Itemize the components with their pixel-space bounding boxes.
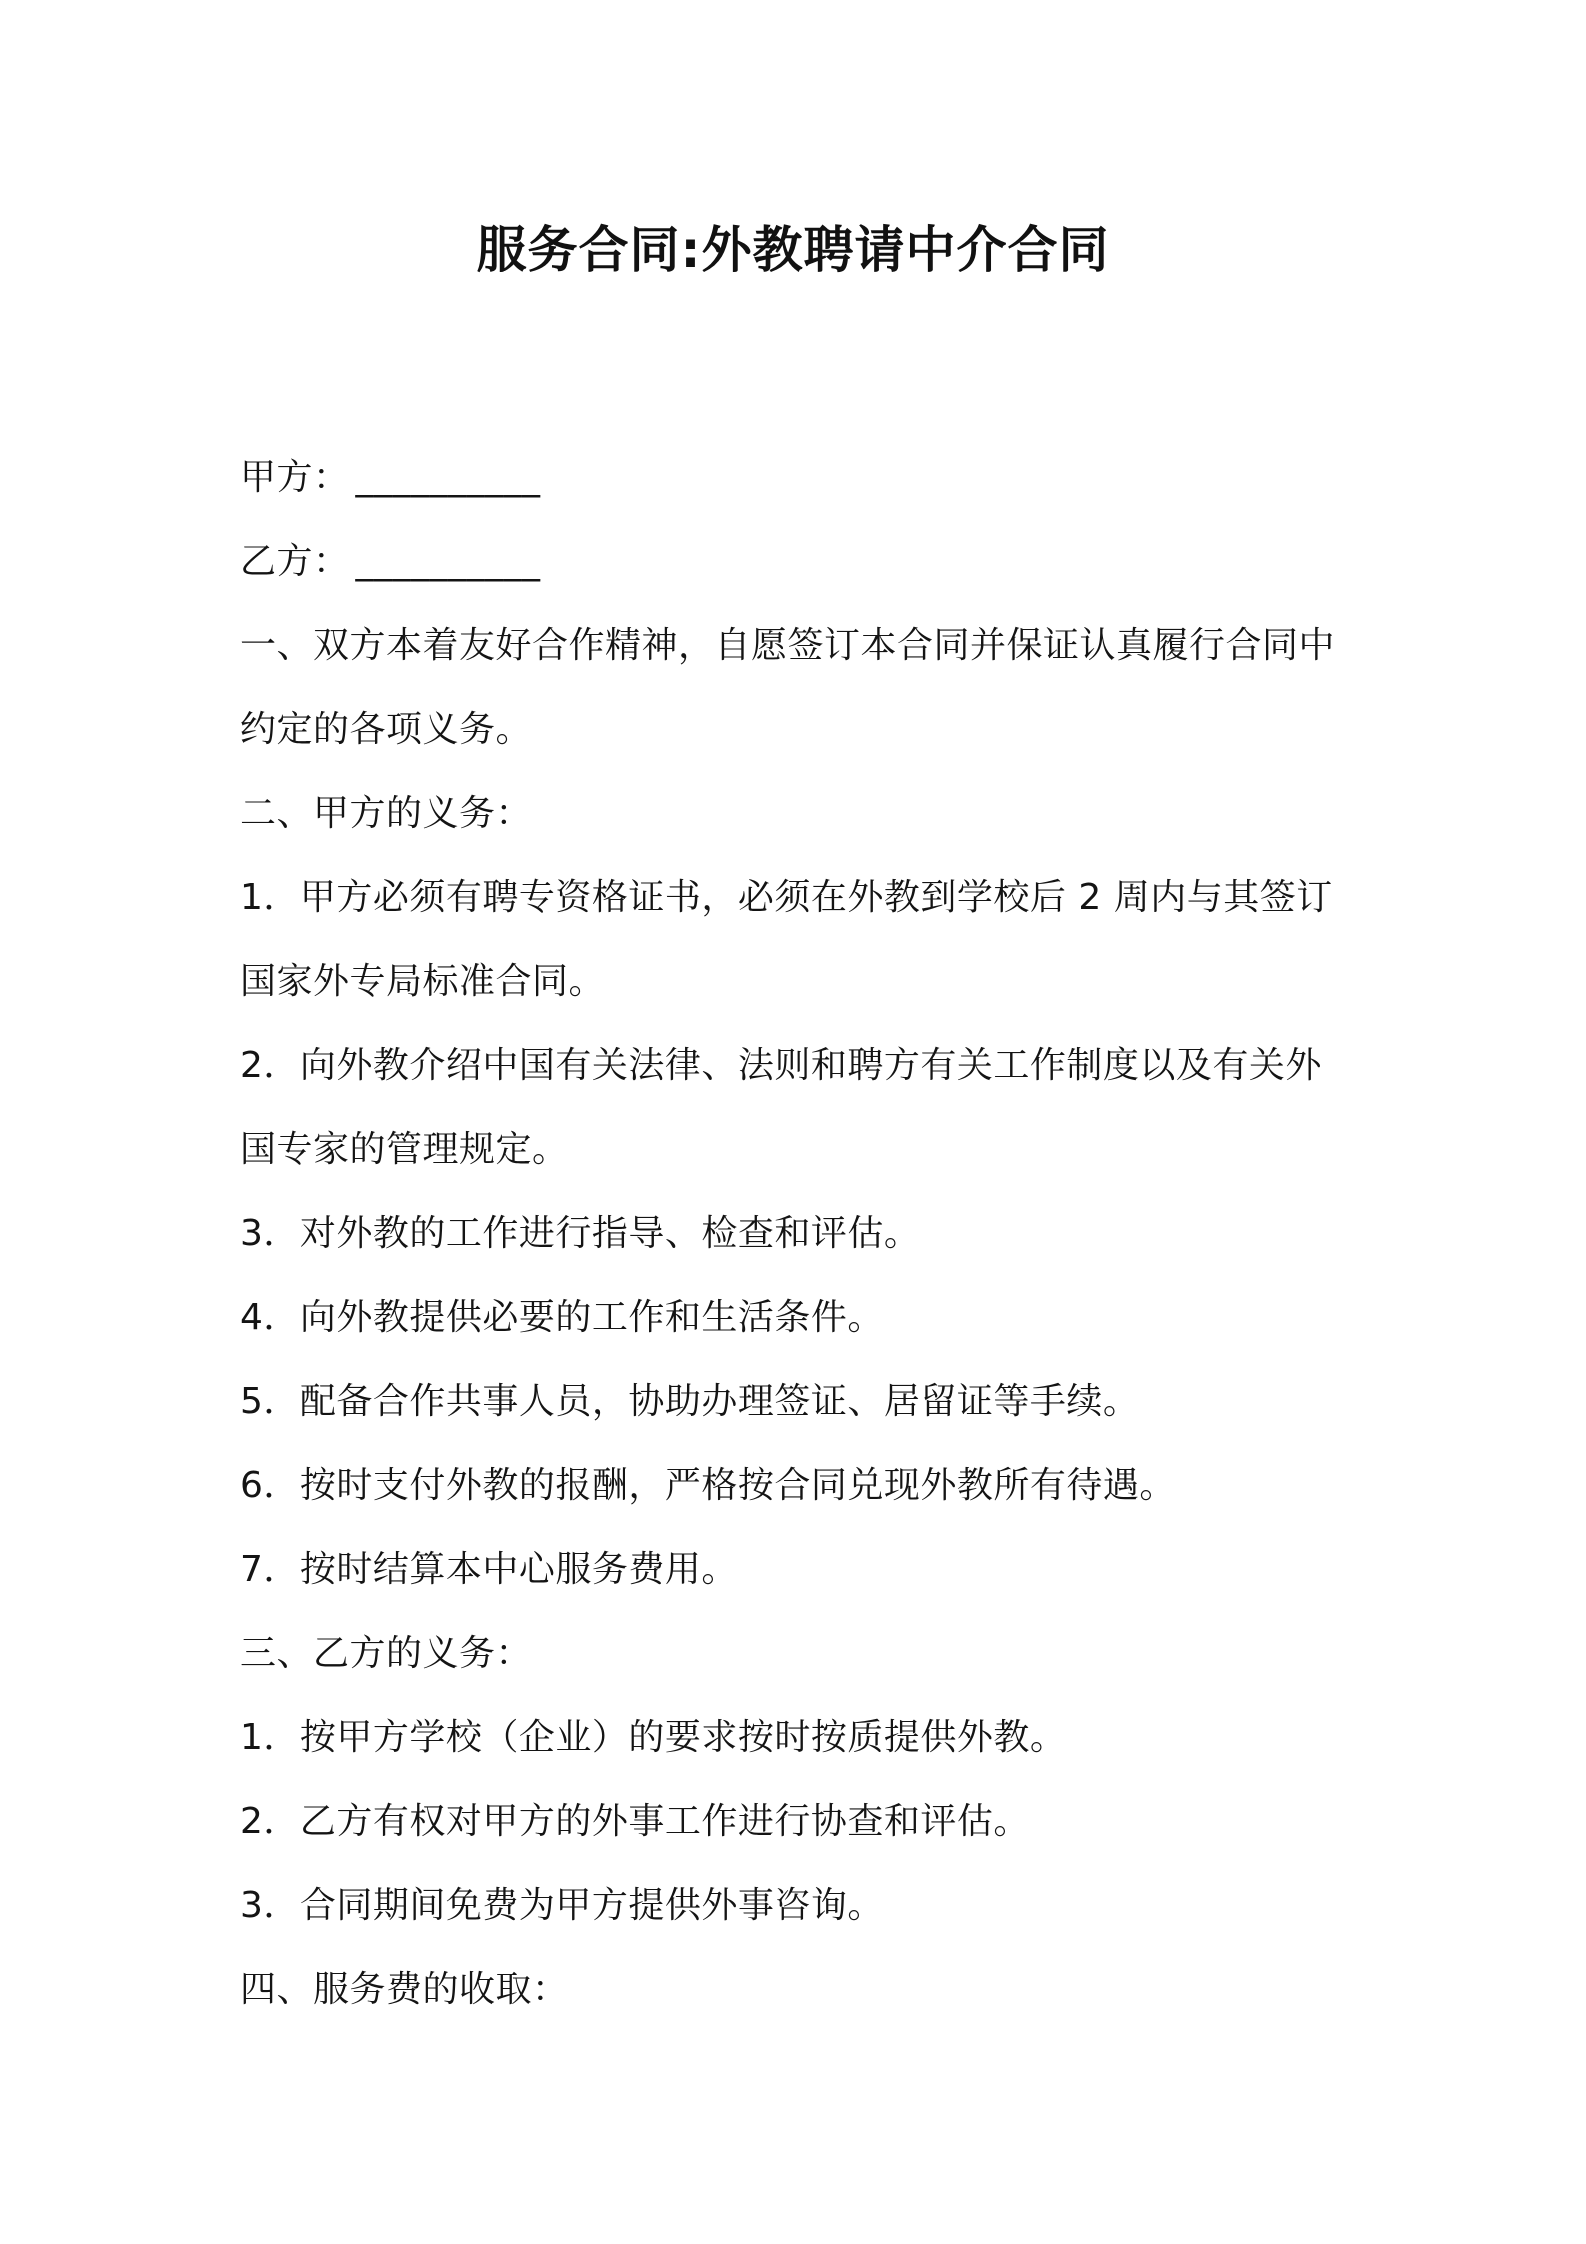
document-title: 服务合同:外教聘请中介合同	[476, 221, 1110, 279]
party-b-blank: __________	[355, 541, 541, 582]
paragraph-line: 国家外专局标准合同。	[240, 961, 606, 1002]
paragraph-line: 一、双方本着友好合作精神，自愿签订本合同并保证认真履行合同中	[240, 625, 1336, 666]
paragraph-line: 2．向外教介绍中国有关法律、法则和聘方有关工作制度以及有关外	[240, 1045, 1322, 1086]
paragraph-line: 约定的各项义务。	[240, 709, 533, 750]
party-a-line	[240, 436, 1400, 520]
paragraph-line: 4．向外教提供必要的工作和生活条件。	[240, 1297, 884, 1338]
paragraph-line: 2．乙方有权对甲方的外事工作进行协查和评估。	[240, 1801, 1030, 1842]
party-a-blank: __________	[355, 457, 541, 498]
section-heading: 四、服务费的收取：	[240, 1969, 569, 2010]
paragraph-line: 1．甲方必须有聘专资格证书，必须在外教到学校后 2 周内与其签订	[240, 877, 1333, 918]
party-b-line	[240, 520, 1400, 604]
paragraph-line: 7．按时结算本中心服务费用。	[240, 1549, 738, 1590]
paragraph-line: 6．按时支付外教的报酬，严格按合同兑现外教所有待遇。	[240, 1465, 1176, 1506]
paragraph-line: 3．对外教的工作进行指导、检查和评估。	[240, 1213, 921, 1254]
section-heading: 二、甲方的义务：	[240, 793, 533, 834]
document-body	[240, 436, 1400, 2032]
party-b-label: 乙方：	[240, 541, 350, 582]
section-heading: 三、乙方的义务：	[240, 1633, 533, 1674]
paragraph-line: 3．合同期间免费为甲方提供外事咨询。	[240, 1885, 884, 1926]
paragraph-line: 5．配备合作共事人员，协助办理签证、居留证等手续。	[240, 1381, 1140, 1422]
paragraph-line: 1．按甲方学校（企业）的要求按时按质提供外教。	[240, 1717, 1067, 1758]
party-a-label: 甲方：	[240, 457, 350, 498]
paragraph-line: 国专家的管理规定。	[240, 1129, 569, 1170]
